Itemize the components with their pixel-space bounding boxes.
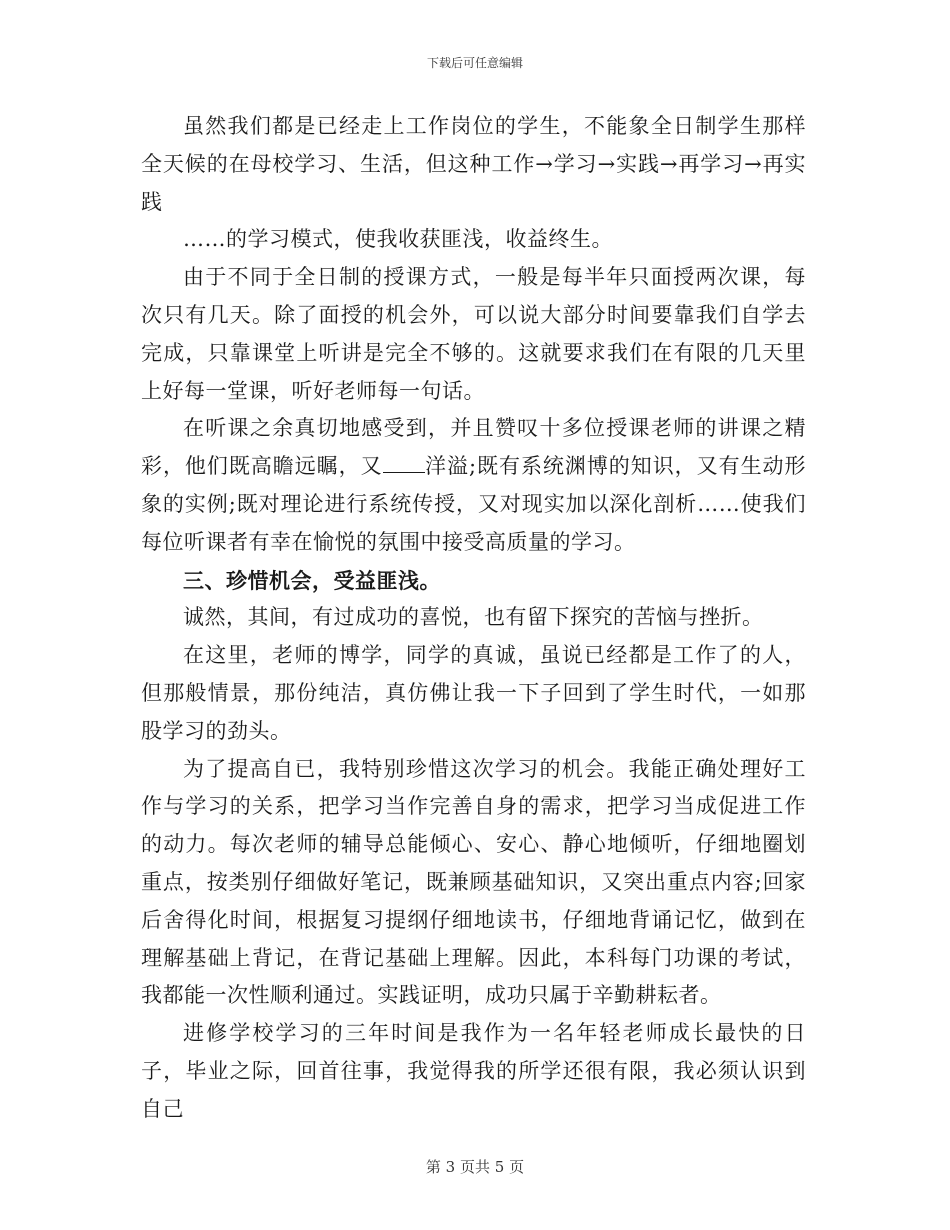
paragraph-8: 进修学校学习的三年时间是我作为一名年轻老师成长最快的日子，毕业之际，回首往事，我觉得我的所学还很有限，我必须认识到自己: [141, 1021, 806, 1121]
paragraph-7: 为了提高自已，我特别珍惜这次学习的机会。我能正确处理好工作与学习的关系，把学习当作完善自身的需求，把学习当成促进工作的动力。每次老师的辅导总能倾心、安心、静心地倾听，仔细地圈划重点，按类别仔细做好笔记，既兼顾基础知识，又突出重点内容;回家后舍得化时间，根据复习提纲仔细地读书，仔细地背诵记忆，做到在理解基础上背记，在背记基础上理解。因此，本科每门功课的考试，我都能一次性顺利通过。实践证明，成功只属于辛勤耕耘者。: [141, 756, 806, 1008]
paragraph-4-after-blank: 洋溢;既有系统渊博的知识，又有生动形象的实例;既对理论进行系统传授，又对现实加以深化剖析……使我们每位听课者有幸在愉悦的氛围中接受高质量的学习。: [141, 454, 806, 554]
fill-in-blank: [383, 454, 425, 473]
document-body: [141, 108, 806, 1129]
paragraph-5: 诚然，其间，有过成功的喜悦，也有留下探究的苦恼与挫折。: [183, 605, 764, 630]
paragraph-6: 在这里，老师的博学，同学的真诚，虽说已经都是工作了的人，但那般情景，那份纯洁，真仿佛让我一下子回到了学生时代，一如那股学习的劲头。: [141, 643, 806, 743]
page-footer: 第 3 页共 5 页: [425, 1158, 525, 1176]
section-heading-3: 三、珍惜机会，受益匪浅。: [183, 567, 441, 593]
paragraph-2: ……的学习模式，使我收获匪浅，收益终生。: [183, 227, 613, 252]
paragraph-4-before-blank: 在听课之余真切地感受到，并且赞叹十多位授课老师的讲课之精彩，他们既高瞻远瞩，又: [141, 416, 806, 479]
paragraph-1: 虽然我们都是已经走上工作岗位的学生，不能象全日制学生那样全天候的在母校学习、生活，但这种工作→学习→实践→再学习→再实践: [141, 114, 806, 214]
paragraph-4: [141, 410, 806, 561]
paragraph-3: 由于不同于全日制的授课方式，一般是每半年只面授两次课，每次只有几天。除了面授的机会外，可以说大部分时间要靠我们自学去完成，只靠课堂上听讲是完全不够的。这就要求我们在有限的几天里上好每一堂课，听好老师每一句话。: [141, 265, 806, 403]
page-header: 下载后可任意编辑: [426, 56, 523, 70]
